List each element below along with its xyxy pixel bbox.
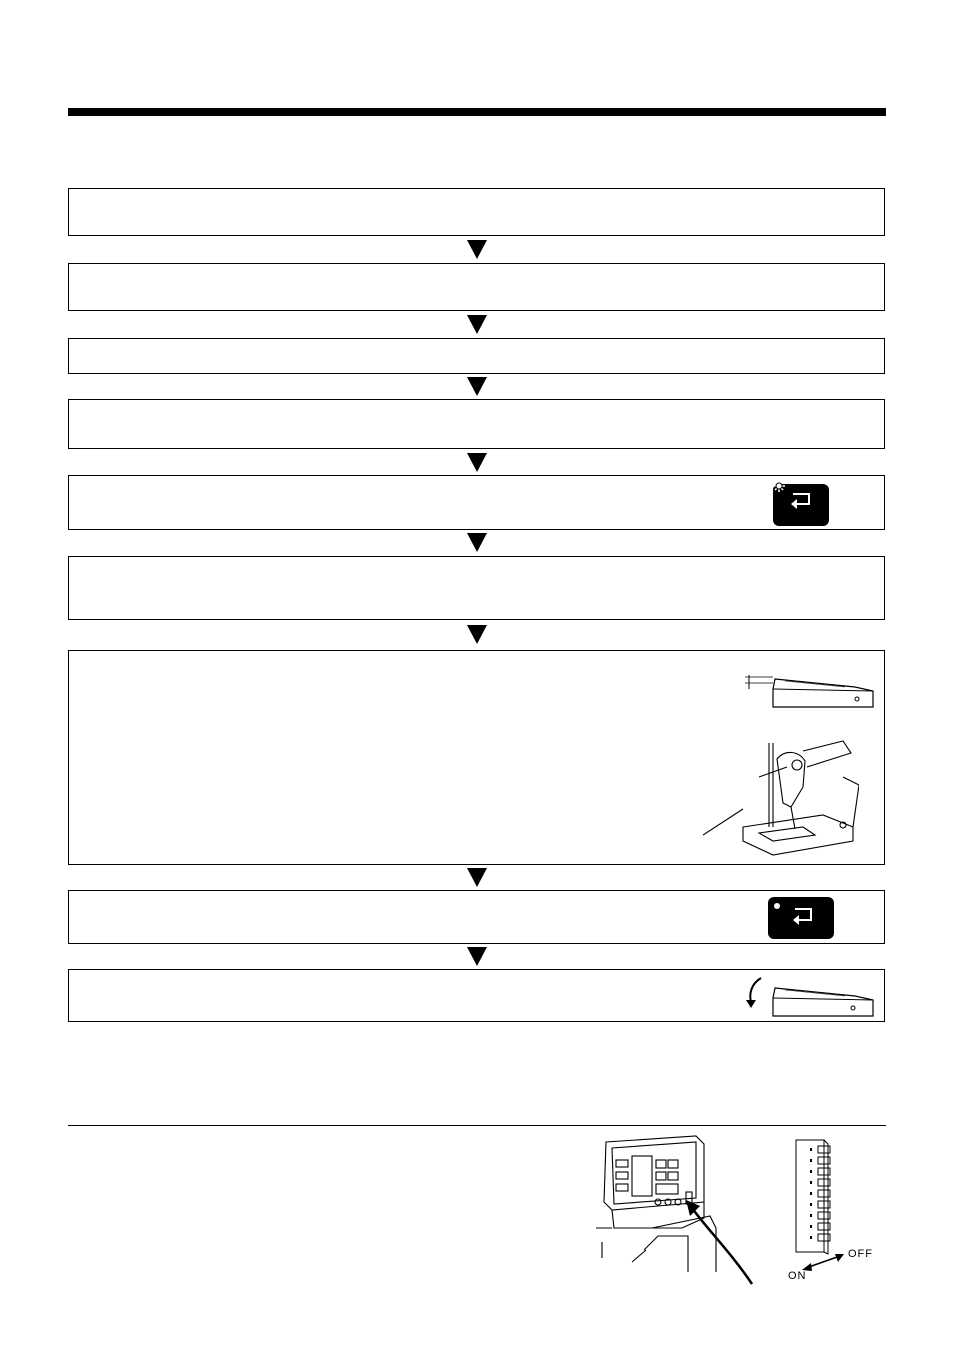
- flow-arrow: [467, 868, 487, 887]
- reverse-key-lit-icon: [769, 478, 833, 528]
- flow-step-7: [68, 650, 885, 865]
- section-rule: [68, 1125, 886, 1126]
- flow-step-2: [68, 263, 885, 311]
- header-rule: [68, 108, 886, 116]
- flow-arrow: [467, 240, 487, 259]
- flow-arrow: [467, 453, 487, 472]
- needle-area-icon: [703, 737, 859, 857]
- flow-arrow: [467, 315, 487, 334]
- flow-arrow: [467, 947, 487, 966]
- flow-step-5: [68, 475, 885, 530]
- flow-arrow: [467, 625, 487, 644]
- control-panel-icon: [592, 1132, 758, 1288]
- dip-off-label: OFF: [848, 1248, 873, 1260]
- flow-arrow: [467, 377, 487, 396]
- flow-arrow: [467, 533, 487, 552]
- dip-switch-icon: [784, 1136, 874, 1286]
- flow-step-4: [68, 399, 885, 449]
- flow-step-6: [68, 556, 885, 620]
- pedal-press-icon: [745, 972, 881, 1020]
- dip-on-label: ON: [788, 1270, 807, 1282]
- flow-step-1: [68, 188, 885, 236]
- pedal-icon: [745, 669, 881, 711]
- flow-step-8: [68, 890, 885, 944]
- reverse-key-icon: [767, 895, 837, 941]
- flow-step-3: [68, 338, 885, 374]
- flow-step-9: [68, 969, 885, 1022]
